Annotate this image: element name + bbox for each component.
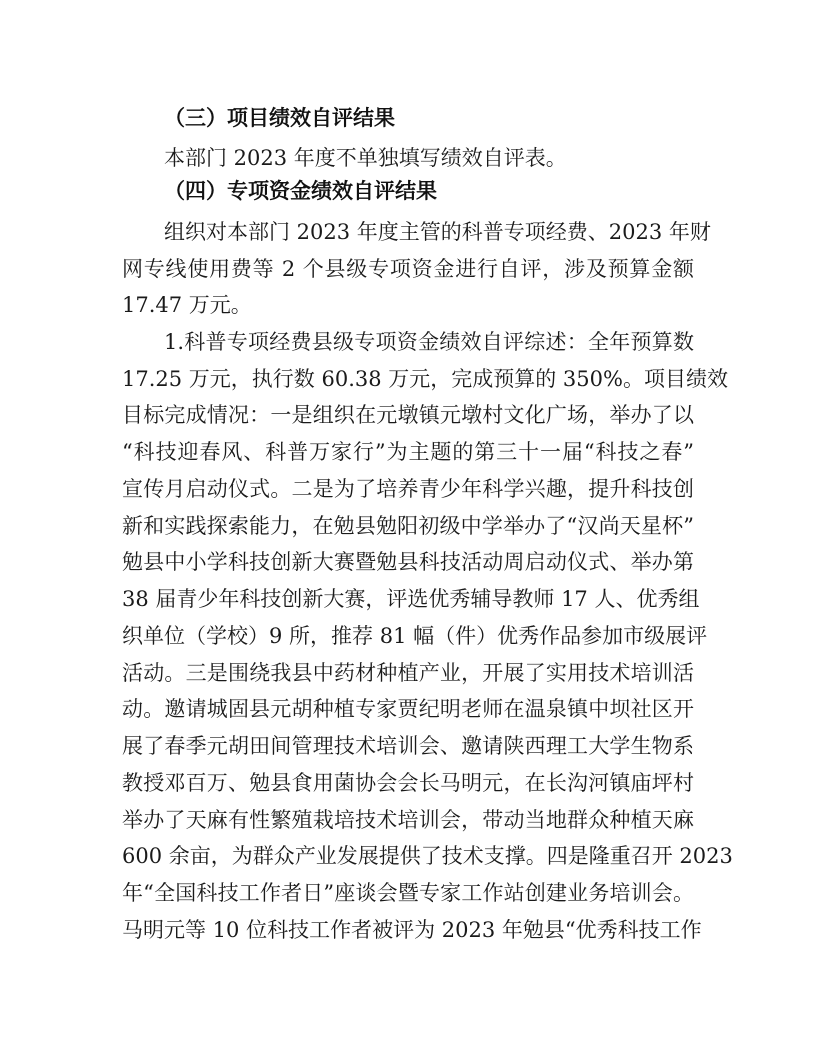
- paragraph-line: 本部门 2023 年度不单独填写绩效自评表。: [164, 146, 567, 170]
- paragraph-line: 勉县中小学科技创新大赛暨勉县科技活动周启动仪式、举办第: [122, 550, 694, 574]
- paragraph-line: 动。邀请城固县元胡种植专家贾纪明老师在温泉镇中坝社区开: [122, 697, 694, 721]
- paragraph-line: 目标完成情况：一是组织在元墩镇元墩村文化广场，举办了以: [122, 403, 694, 427]
- paragraph-line: 教授邓百万、勉县食用菌协会会长马明元，在长沟河镇庙坪村: [122, 771, 694, 795]
- paragraph-line: 600 余亩，为群众产业发展提供了技术支撑。四是隆重召开 2023: [122, 844, 733, 868]
- paragraph-line: 年“全国科技工作者日”座谈会暨专家工作站创建业务培训会。: [122, 881, 694, 905]
- paragraph-line: 组织对本部门 2023 年度主管的科普专项经费、2023 年财: [164, 220, 711, 244]
- paragraph-line: 宣传月启动仪式。二是为了培养青少年科学兴趣，提升科技创: [122, 477, 694, 501]
- paragraph-line: 织单位（学校）9 所，推荐 81 幅（件）优秀作品参加市级展评: [122, 624, 708, 648]
- paragraph-line: 网专线使用费等 2 个县级专项资金进行自评，涉及预算金额: [122, 257, 694, 281]
- section-heading-3: （三）项目绩效自评结果: [164, 106, 395, 130]
- paragraph-line: 17.47 万元。: [122, 293, 252, 317]
- paragraph-line: 举办了天麻有性繁殖栽培技术培训会，带动当地群众种植天麻: [122, 808, 694, 832]
- paragraph-line: 17.25 万元，执行数 60.38 万元，完成预算的 350%。项目绩效: [122, 367, 728, 391]
- paragraph-line: 38 届青少年科技创新大赛，评选优秀辅导教师 17 人、优秀组: [122, 587, 700, 611]
- section-heading-4: （四）专项资金绩效自评结果: [164, 179, 437, 203]
- paragraph-line: 展了春季元胡田间管理技术培训会、邀请陕西理工大学生物系: [122, 734, 694, 758]
- paragraph-line: 新和实践探索能力，在勉县勉阳初级中学举办了“汉尚天星杯”: [122, 514, 694, 538]
- paragraph-line: 活动。三是围绕我县中药材种植产业，开展了实用技术培训活: [122, 661, 694, 685]
- paragraph-line: 1.科普专项经费县级专项资金绩效自评综述：全年预算数: [164, 330, 694, 354]
- paragraph-line: “科技迎春风、科普万家行”为主题的第三十一届“科技之春”: [122, 440, 694, 464]
- paragraph-line: 马明元等 10 位科技工作者被评为 2023 年勉县“优秀科技工作: [122, 918, 702, 942]
